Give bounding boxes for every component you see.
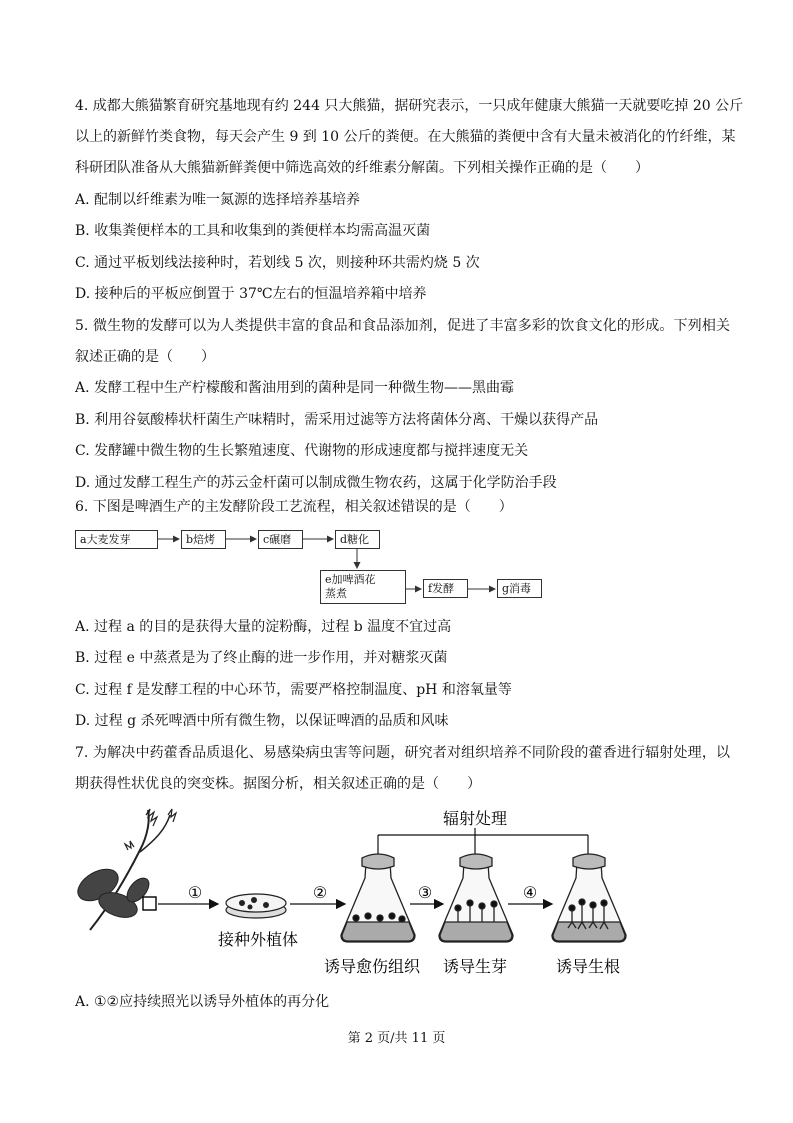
q4-stem-line-2: 以上的新鲜竹类食物，每天会产生 9 到 10 公斤的粪便。在大熊猫的粪便中含有大量未被消化的竹纤维，某 [75,129,736,145]
step-2-label: ② [312,883,328,902]
q6-option-d: D. 过程 g 杀死啤酒中所有微生物，以保证啤酒的品质和风味 [75,713,449,729]
step-1-label: ① [187,883,203,902]
petri-dish-icon [226,894,286,918]
radiation-label: 辐射处理 [442,809,508,828]
q6-option-c: C. 过程 f 是发酵工程的中心环节，需要严格控制温度、pH 和溶氧量等 [75,682,512,698]
q5-option-c: C. 发酵罐中微生物的生长繁殖速度、代谢物的形成速度都与搅拌速度无关 [75,443,529,459]
q6-stem-line-1: 6. 下图是啤酒生产的主发酵阶段工艺流程，相关叙述错误的是（ ） [75,499,513,515]
flow-step-e-line-2: 蒸煮 [325,587,347,600]
q4-stem-line-3: 科研团队准备从大熊猫新鲜粪便中筛选高效的纤维素分解菌。下列相关操作正确的是（ ） [75,160,649,176]
plant-icon [72,809,176,930]
flow-step-e-line-1: e加啤酒花 [325,573,376,586]
flow-step-b: b焙烤 [181,530,226,549]
q4-option-a: A. 配制以纤维素为唯一氮源的选择培养基培养 [75,192,361,208]
flow-step-d: d糖化 [335,530,380,549]
flask-callus-icon [341,854,415,942]
explant-label: 接种外植体 [217,930,299,949]
q4-option-c: C. 通过平板划线法接种时，若划线 5 次，则接种环共需灼烧 5 次 [75,255,480,271]
flask-shoot-icon [439,854,513,942]
q4-option-d: D. 接种后的平板应倒置于 37℃左右的恒温培养箱中培养 [75,286,427,302]
flow-step-a: a大麦发芽 [75,530,158,549]
q5-stem-line-1: 5. 微生物的发酵可以为人类提供丰富的食品和食品添加剂，促进了丰富多彩的饮食文化的形成。下列相关 [75,318,730,334]
step-3-label: ③ [417,883,433,902]
q5-option-d: D. 通过发酵工程生产的苏云金杆菌可以制成微生物农药，这属于化学防治手段 [75,475,557,491]
flow-step-c: c碾磨 [258,530,303,549]
q7-option-a: A. ①②应持续照光以诱导外植体的再分化 [75,994,330,1010]
flow-step-g: g消毒 [497,579,542,598]
flask-root-icon [552,854,626,942]
q7-stem-line-1: 7. 为解决中药藿香品质退化、易感染病虫害等问题，研究者对组织培养不同阶段的藿香进行辐射处理，以 [75,745,730,761]
callus-label: 诱导愈伤组织 [323,957,421,976]
q5-option-a: A. 发酵工程中生产柠檬酸和酱油用到的菌种是同一种微生物——黑曲霉 [75,380,515,396]
q5-option-b: B. 利用谷氨酸棒状杆菌生产味精时，需采用过滤等方法将菌体分离、干燥以获得产品 [75,412,599,428]
step-4-label: ④ [522,883,538,902]
q4-stem-line-1: 4. 成都大熊猫繁育研究基地现有约 244 只大熊猫，据研究表示，一只成年健康大熊猫一天就要吃掉 20 公斤 [75,98,744,114]
page-footer: 第 2 页/共 11 页 [347,1031,446,1046]
q5-stem-line-2: 叙述正确的是（ ） [75,349,215,365]
root-label: 诱导生根 [555,957,621,976]
q4-option-b: B. 收集粪便样本的工具和收集到的粪便样本均需高温灭菌 [75,223,431,239]
q6-option-a: A. 过程 a 的目的是获得大量的淀粉酶，过程 b 温度不宜过高 [75,619,452,635]
q6-option-b: B. 过程 e 中蒸煮是为了终止酶的进一步作用，并对糖浆灭菌 [75,650,448,666]
q7-stem-line-2: 期获得性状优良的突变株。据图分析，相关叙述正确的是（ ） [75,776,481,792]
flow-step-f: f发酵 [423,579,468,598]
shoot-label: 诱导生芽 [442,957,508,976]
